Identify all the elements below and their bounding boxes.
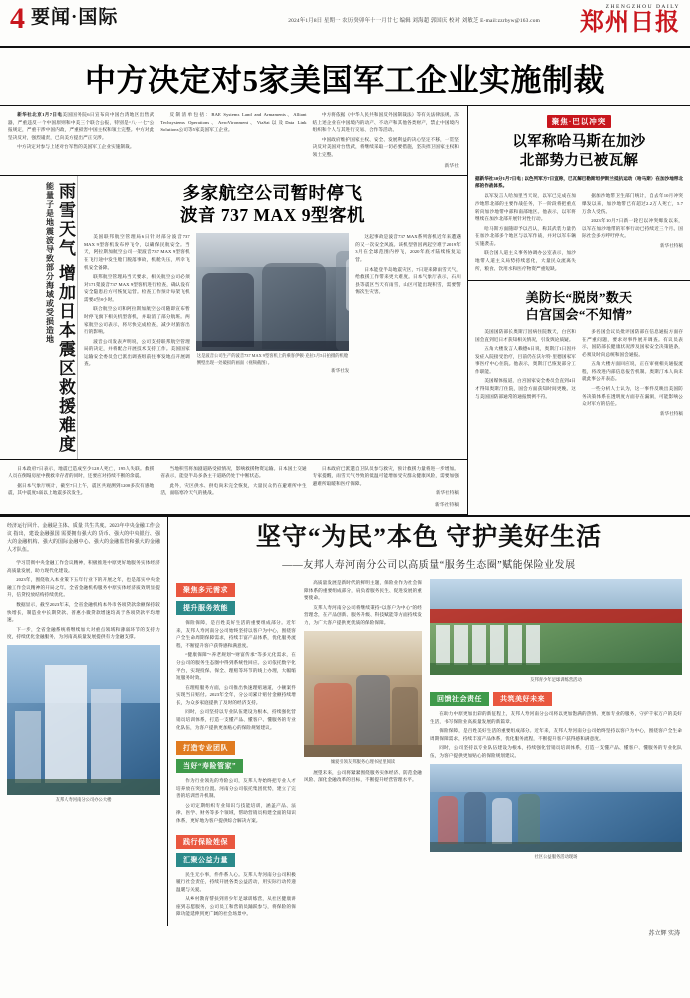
airplane-photo-caption: 这是波音公司生产的波音737 MAX 9型客机上的乘客伊顿·克拉1月5日拍摄的机舱侧壁出现一处破损的画面（视频截图）。: [196, 353, 349, 365]
gaza-lead: 据新华社30分1月7日电 | 以色列军方7日宣称，已瓦解巴勒斯坦伊斯兰抵抗运动（哈马斯）在加沙地带北部的作战体系。: [475, 175, 683, 189]
special-main: [168, 517, 690, 926]
pentagon-headline: 美防长“脱岗”数天 白宫国会“不知情”: [525, 290, 633, 323]
special-section: [0, 515, 690, 941]
community-activity-caption: 社区公益服务活动现场: [534, 853, 578, 859]
mid-block: [0, 176, 467, 459]
paper-logo-block: [548, 4, 680, 35]
section-label-4a: 回馈社会责任: [430, 692, 489, 706]
section-label-4b: 共筑美好未来: [493, 692, 552, 706]
dateline: 新华社北京1月7日电: [17, 112, 63, 117]
pentagon-story: [468, 281, 690, 423]
football-camp-caption: 友邦青少年足球训练营活动: [530, 677, 582, 683]
lead-col-2: 反制清单包括：BAE Systems Land and Armaments、Alliant Techsystems Operations、AeroVironment、ViaSat以及Data Link Solutions公司等5家美国军工企业。: [160, 112, 307, 133]
gaza-story: [468, 106, 690, 281]
air-col-1: 美国联邦航空管理局6日针对部分波音737 MAX 9型客机发布停飞令，以确保民航安全。当天，阿拉斯加航空公司一架波音737 MAX 9型客机在飞行途中发生舱门脱落事故，机舱失压，所幸飞机安全备降。 联邦航空管理局当天要求，相关航空公司必须对171架波音737 MAX 9型客机进行检查，确认没有安全隐患后方可恢复运营。检查工作预计每架飞机需要4至8小时。 联合航空公司和阿拉斯加航空公司随即宣布暂时停飞旗下相关机型客机，并取消了部分航班。两家航空公司表示，将尽快完成检查，减少对旅客出行的影响。 波音公司发表声明说，公司支持联邦航空管理局的决定，并将配合开展技术支持工作。美国国家运输安全委员会已派出调查组前往事发地点开展调查。: [84, 234, 190, 367]
masthead: [0, 0, 690, 48]
paper-name-en: ZHENGZHOU DAILY: [605, 4, 680, 10]
snow-subtitle: 能量子是地震波导致部分海域或受损造地: [45, 182, 55, 345]
page-title: 中方决定对5家美国军工企业实施制裁: [0, 48, 690, 106]
section-label-3a: 践行保险姓保: [176, 835, 235, 849]
special-left-body: 学习贯彻中央金融工作会议精神，积极推进中原更好地服务实体经济高质量发展，助力现代化建设。 2023年，围绕收入本业策下五年行业下的开展之年，也是落实中央金融工作会议精神的开局之年。全省金融机构服务中原实体经济质效明显提升，信贷投放结构持续优化。 数据显示，截至2023年末，全省金融机构本外币各项贷款余额保持较快增长，制造业中长期贷款、普惠小微贷款增速均高于各项贷款平均增速。 下一步，全省金融系统将继续加大对重点领域和薄弱环节的支持力度，持续优化金融服务，为河南高质量发展提供有力金融支撑。: [7, 560, 160, 640]
special-subtitle: ——友邦人寿河南分公司以高质量“服务生态圈”赋能保险业发展: [282, 560, 576, 572]
snow-title: 雨雪天气 增加日本震区救援难度: [56, 182, 75, 455]
airplane-cabin-photo: [196, 233, 349, 351]
special-col-c: [430, 579, 682, 920]
masthead-info: 2024年1月8日 星期一 农历癸卯年十一月廿七 编辑 刘海超 郭国庆 校对 刘敏芝 E-mail:zzrbyw@163.com: [288, 18, 540, 24]
section-label-2b: 当好“寿险管家”: [176, 759, 243, 773]
snow-col-2: 当地积雪将加剧道路受损情况，影响救援物资运输。日本国土交通省表示，能登半岛多条主干道路仍处于中断状态。 此外，灾区供水、供电尚未完全恢复，大量民众仍在避难所中生活，面临寒冷天气的挑战。: [160, 465, 307, 496]
special-body-4: 高质量发展是新时代的鲜明主题，保险业作为社会保障体系的重要组成部分，肩负着服务民生、促进发展的重要使命。 友邦人寿河南分公司将继续秉持“以客户为中心”的经营理念，在产品创新、服务升级、科技赋能等方面持续发力，为广大客户提供更优质的保险保障。: [304, 580, 422, 625]
air-signature: 新华社特稿: [435, 490, 459, 496]
gaza-headline: 以军称哈马斯在加沙 北部势力已被瓦解: [512, 134, 646, 169]
special-body-3: 民生无小事，件件系人心。友邦人寿河南分公司积极履行社会责任，持续开展各类公益活动，用实际行动传递温暖与关爱。 从乡村教育帮扶到青少年足球训练营，从社区健康讲座到志愿服务，公司员工和营销员踊跃参与，将保险的保障功能延伸到更广阔的社会场景中。: [176, 871, 296, 917]
football-camp-photo: [430, 579, 682, 675]
special-col-b: [304, 579, 422, 920]
lead-story: [0, 106, 467, 176]
community-activity-photo: [430, 764, 682, 852]
lead-col-1: 新华社北京1月7日电美国国务院6日宣布向中国台湾地区出售武器，严重违反一个中国原则和中美三个联合公报，特别是“八·一七”公报规定，严重干涉中国内政，严重损害中国主权和领土完整。中方对此坚决反对，强烈谴责，已向美方提出严正交涉。 中方决定对参与上述对台军售的美国军工企业实施制裁。: [8, 112, 155, 150]
reading-room-caption: 倾爱引领友邦服务心理书屋里阅读: [330, 758, 396, 764]
gaza-signature: 新华社特稿: [660, 242, 683, 248]
snow-signature: 新华社特稿: [435, 503, 459, 509]
office-building-caption: 友邦人寿河南分公司办公大楼: [55, 796, 112, 802]
pentagon-col-1: 美国国防部长奥斯汀因病住院数天，白宫和国会直到近日才获知相关情况，引发舆论质疑。 五角大楼发言人赖德6日说，奥斯汀1日因并发症入院接受治疗，目前仍在沃尔特·里德国家军事医疗中心住院。他表示，奥斯汀已恢复部分工作职能。 美国媒体报道，白宫国家安全委员会直到4日才得知奥斯汀住院，国会方面获知时间更晚。这与美国国防部通常的通报惯例不符。: [475, 328, 576, 399]
special-footer-signature: 苏立辉 实涛: [648, 931, 680, 938]
lead-col-3: 中方将依据《中华人民共和国反外国制裁法》等有关法律法规，冻结上述企业在中国境内的动产、不动产和其他各类财产，禁止中国境内组织和个人与其进行交易、合作等活动。 中国政府维护国家主权、安全、发展利益的决心坚定不移，一贯坚决反对美国对台售武，将继续采取一切必要措施，坚决捍卫国家主权和领土完整。: [312, 112, 459, 157]
special-body-1: 保险保障，是百姓美好生活的重要组成部分。近年来，友邦人寿河南分公司始终坚持以客户为中心，围绕客户全生命周期保障需求，持续丰富产品体系，优化服务流程，不断提升客户获得感和满意度。 “健康保障”“养老规划”“财富传承”等多元化需求，在分公司的服务生态圈中得到系统性回应。公司依托数字化平台，实现投保、保全、理赔等环节的线上办理，大幅缩短服务时效。 在理赔服务方面，公司推出快速理赔通道，小额案件实现当日赔付。2023年全年，分公司累计赔付金额持续增长，为众多家庭提供了及时的经济支持。 同时，公司坚持以专业队伍建设为根本，持续强化营销员培训体系，打造一支懂产品、懂客户、懂服务的专业化队伍，为客户提供更加贴心的保险规划建议。: [176, 620, 296, 730]
section-label-1a: 聚焦多元需求: [176, 583, 235, 597]
section-label-1b: 提升服务效能: [176, 601, 235, 615]
snow-story-body: [0, 460, 467, 515]
section-label-2a: 打造专业团队: [176, 741, 235, 755]
section-title: 要闻·国际: [31, 7, 119, 28]
page-content: [0, 106, 690, 515]
airplane-photo-credit: 新华社发: [331, 368, 350, 374]
reading-room-photo: [304, 631, 422, 757]
left-column: [0, 106, 468, 515]
snow-story-headline: [0, 176, 78, 458]
special-kicker: 经济运行回升、金融是主体、质量 共生共度。2023年中央金融工作会议 指出，建设金融强国 需要拥有强大的 货币、强大的中央银行、强大的金融机构、强大的国际金融中心、强大的金融监管和强大的金融人才队伍。: [7, 524, 160, 554]
right-column: [468, 106, 690, 515]
gaza-col-1: 以军发言人哈加里当天说，以军已完成在加沙地带北部的主要作战任务，下一阶段将把重点转向加沙地带中部和南部地区。他表示，以军将继续在加沙北部开展针对性行动。 哈马斯方面随即予以否认，称其武装力量仍在加沙北部多个地区与以军作战，并对以军车辆实施袭击。 联合国人道主义事务协调办公室表示，加沙地带人道主义局势持续恶化，大量民众流离失所，粮食、饮用水和医疗物资严重短缺。: [475, 193, 576, 271]
gaza-label: 聚焦·巴以冲突: [547, 115, 612, 128]
pentagon-col-2: 多名国会议员批评国防部在信息通报方面存在严重问题，要求对事件展开调查。有议员表示，国防部长健康状况涉及国家安全决策链条，必须及时向总统和国会通报。 五角大楼方面回应说，正在审视相关通报流程，将改进内部信息报告机制。奥斯汀本人尚未就此事公开表态。 一些分析人士认为，这一事件反映出美国防务决策体系在透明度方面存在漏洞，可能影响公众对军方的信任。 新华社特稿: [582, 328, 683, 416]
special-body-2: 作为行业领先的寿险公司，友邦人寿始终把专业人才培养放在突出位置。河南分公司依托集团优势，建立了完善的培训晋升机制。 公司定期组织专业知识与技能培训，涵盖产品、法律、医学、财务等多个领域，帮助营销员构建全面的知识体系，更好地为客户提供综合解决方案。: [176, 778, 296, 824]
special-body-6: 在助力中原更加出彩的新征程上，友邦人寿河南分公司将以更加饱满的热情、更加专业的服务，守护千家万户的美好生活，书写保险业高质量发展的新篇章。 保险保障，是百姓美好生活的重要组成部分。近年来，友邦人寿河南分公司始终坚持以客户为中心，围绕客户全生命周期保障需求，持续丰富产品体系，优化服务流程，不断提升客户获得感和满意度。 同时，公司坚持以专业队伍建设为根本，持续强化营销员培训体系，打造一支懂产品、懂客户、懂服务的专业化队伍，为客户提供更加贴心的保险规划建议。: [430, 711, 682, 758]
pentagon-signature: 新华社特稿: [660, 410, 683, 416]
office-building-photo: [7, 645, 160, 795]
lead-signature: 新华社: [444, 164, 459, 170]
air-story-headline: 多家航空公司暂时停飞 波音 737 MAX 9型客机: [180, 183, 365, 226]
gaza-col-2: 据加沙地带卫生部门统计，自去年10月冲突爆发以来，加沙地带已有超过2.2万人死亡，5.7万余人受伤。 2023年10月7日新一轮巴以冲突爆发以来，以军在加沙地带的军事行动已持续近三个月。国际社会多方呼吁停火。 新华社特稿: [582, 193, 683, 248]
page-number: 4: [10, 2, 25, 35]
paper-name: 郑州日报: [580, 10, 680, 36]
snow-col-3: 日本政府已派遣自卫队员参与救灾，预计救援力量将进一步增加。专家提醒，雨雪天气导致的低温可能增加受灾群众健康风险，需要加强避难所取暖和医疗保障。 新华社特稿: [312, 465, 459, 496]
section-label-3b: 汇聚公益力量: [176, 853, 235, 867]
special-col-a: [176, 579, 296, 920]
special-left-column: [0, 517, 168, 926]
air-photo-col: [196, 233, 349, 374]
special-title: 坚守“为民”本色 守护美好生活: [255, 524, 603, 552]
snow-col-1: 日本政府7日表示，地震已造成至少128人死亡，195人失联。救援人员在倒塌房屋中搜救幸存者的同时，还要应对持续不断的余震。 据日本气象厅统计，截至7日上午，震区共观测到1200多次有感地震，其中震度5弱以上地震多次发生。: [8, 465, 155, 496]
special-body-5: 展望未来，公司将紧紧围绕服务实体经济、防范金融风险、深化金融改革的目标，不断提升经营管理水平。: [304, 769, 422, 783]
air-col-2: 这起事故是波音737 MAX系列客机近年来遭遇的又一次安全风波。该机型曾因两起空难于2019年3月在全球范围内停飞，2020年底才陆续恢复运营。 日本能登半岛地震灾区，7日迎来降雨雪天气，给救援工作带来更大难度。日本气象厅表示，石川县等震区当天有雨雪，山区可能出现积雪，需要警惕次生灾害。: [355, 234, 461, 295]
mid-right: [78, 176, 467, 458]
